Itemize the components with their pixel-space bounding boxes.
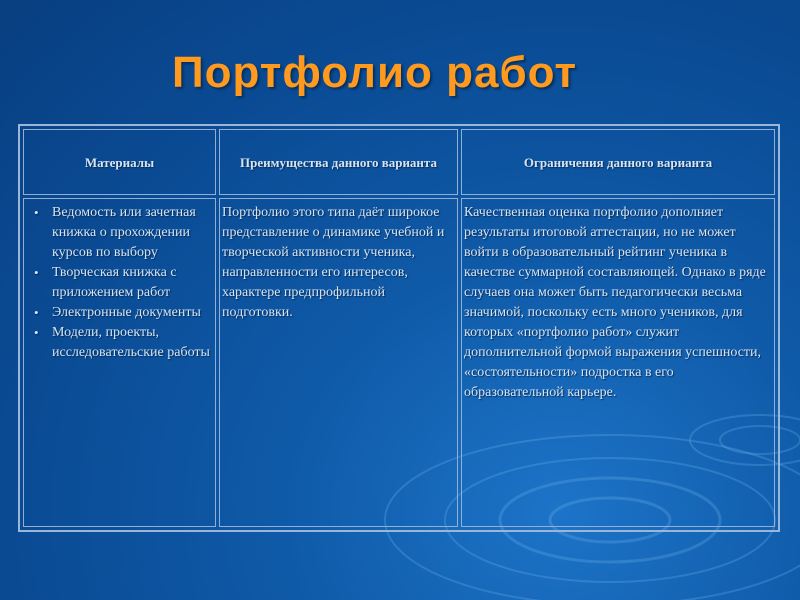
bullet-icon: •	[34, 205, 39, 220]
materials-cell	[23, 198, 216, 527]
header-limitations: Ограничения данного варианта	[461, 129, 775, 195]
limitations-cell: Качественная оценка портфолио дополняет результаты итоговой аттестации, но не может войти в образовательный рейтинг ученика в качестве суммарной составляющей. Однако в ряде случаев она может быть педагогически весьма значимой, поскольку есть много учеников, для которых «портфолио работ» служит дополнительной формой выражения успешности, «состоятельности» подростка в его образовательной карьере.	[461, 198, 775, 527]
list-item: • Творческая книжка с приложением работ	[34, 265, 177, 300]
list-item: • Модели, проекты, исследовательские работы	[34, 325, 210, 360]
header-materials: Материалы	[23, 129, 216, 195]
advantages-cell: Портфолио этого типа даёт широкое представление о динамике учебной и творческой активности ученика, направленности его интересов, характере предпрофильной подготовки.	[219, 198, 458, 527]
bullet-icon: •	[34, 305, 39, 320]
header-advantages: Преимущества данного варианта	[219, 129, 458, 195]
materials-list	[26, 203, 213, 363]
list-item: • Электронные документы	[52, 303, 213, 323]
bullet-icon: •	[34, 325, 39, 340]
page-title: Портфолио работ	[172, 48, 578, 97]
list-item: • Ведомость или зачетная книжка о прохождении курсов по выбору	[34, 205, 196, 260]
portfolio-table	[18, 124, 780, 532]
bullet-icon: •	[34, 265, 39, 280]
